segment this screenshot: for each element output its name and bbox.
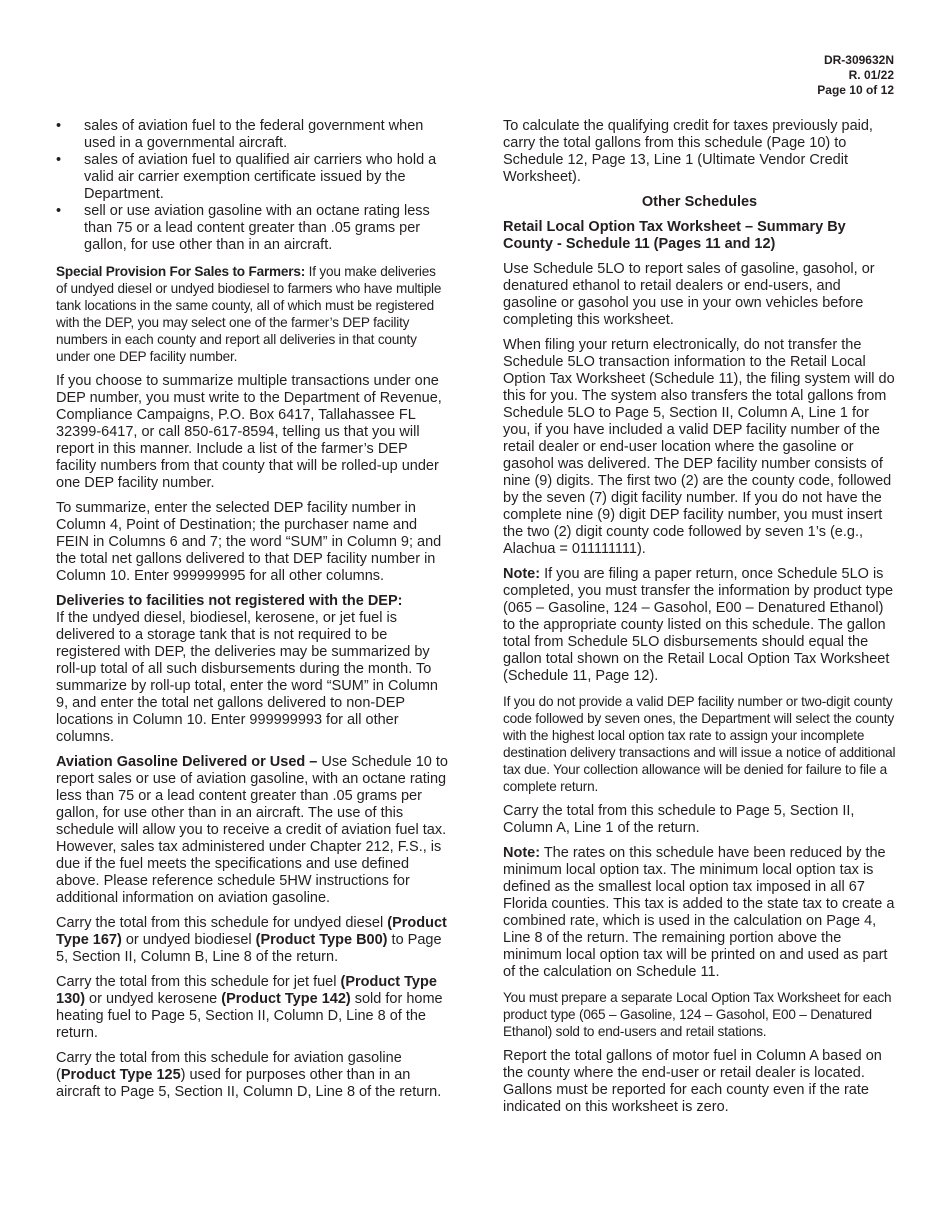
exemption-bullet-list: [56, 118, 448, 254]
schedule-11-heading: [503, 219, 896, 253]
minimum-tax-note: [503, 845, 896, 981]
product-type-b00: (Product Type B00): [255, 932, 388, 948]
list-item: • sales of aviation fuel to qualified air carriers who hold a valid air carrier exemption certificate issued by the Department.: [56, 152, 448, 203]
paper-return-note-body: If you are filing a paper return, once Schedule 5LO is completed, you must transfer the information by product type (065 – Gasoline, 124 – Gasohol, E00 – Denatured Ethanol) to the appropriate county listed on this schedule. The gallon total from Schedule 5LO disbursements should equal the gallon total shown on the Retail Local Option Tax Worksheet (Schedule 11, Page 12).: [503, 566, 894, 684]
carry-jet-text: or undyed kerosene: [85, 991, 222, 1007]
page-number: Page 10 of 12: [817, 83, 894, 97]
carry-total-paragraph: Carry the total from this schedule to Page 5, Section II, Column A, Line 1 of the return.: [503, 803, 855, 836]
aviation-gasoline-title: Aviation Gasoline Delivered or Used –: [56, 754, 318, 770]
left-column: [56, 118, 448, 1109]
form-header: [817, 53, 894, 98]
non-dep-deliveries-title: Deliveries to facilities not registered with the DEP:: [56, 593, 403, 609]
list-item: • sell or use aviation gasoline with an octane rating less than 75 or a lead content greater than .05 grams per gallon, for use other than in an aircraft.: [56, 203, 448, 254]
non-dep-deliveries-paragraph: [56, 593, 448, 746]
carry-diesel-paragraph: [56, 915, 448, 966]
product-type-130: (Product Type 130): [56, 974, 437, 1007]
carry-jet-text: sold for home heating fuel to Page 5, Section II, Column D, Line 8 of the return.: [56, 991, 443, 1041]
summarize-paragraph-1: If you choose to summarize multiple transactions under one DEP number, you must write to the Department of Revenue, Compliance Campaigns, P.O. Box 6417, Tallahassee FL 32399-6417, or call 850-617-8594, telling us that you will report in this manner. Include a list of the farmer’s DEP facility numbers from that county that will be rolled-up under one DEP facility number.: [56, 373, 442, 491]
note-label: Note:: [503, 845, 541, 861]
carry-diesel-text: Carry the total from this schedule for undyed diesel: [56, 915, 388, 931]
carry-jet-text: Carry the total from this schedule for jet fuel: [56, 974, 341, 990]
paper-return-note: [503, 566, 896, 685]
carry-jet-fuel-paragraph: [56, 974, 448, 1042]
minimum-tax-note-body: The rates on this schedule have been reduced by the minimum local option tax. The minimum local option tax is defined as the smallest local option tax imposed in all 67 Florida counties. This tax is added to the state tax to create a combined rate, which is used in the calculation on Page 4, Line 8 of the return. The remaining portion above the minimum local option tax will be printed on and used as part of the calculation on Schedule 11.: [503, 845, 895, 980]
schedule-11-title: Retail Local Option Tax Worksheet – Summary By County - Schedule 11 (Pages 11 and 12): [503, 219, 846, 252]
form-number: DR-309632N: [823, 53, 894, 67]
use-schedule-5lo-paragraph: Use Schedule 5LO to report sales of gasoline, gasohol, or denatured ethanol to retail dealers or end-users, and gasoline or gasohol you use in your own vehicles before completing this worksheet.: [503, 261, 875, 328]
aviation-gasoline-paragraph: [56, 754, 448, 907]
aviation-gasoline-body: Use Schedule 10 to report sales or use of aviation gasoline, with an octane rating less than 75 or a lead content greater than .05 grams per gallon, for use other than in an aircraft. The use of this schedule will allow you to receive a credit of aviation fuel tax. However, sales tax administered under Chapter 212, F.S., is due if the fuel meets the specifications and use defined above. Please reference schedule 5HW instructions for additional information on aviation gasoline.: [56, 754, 448, 906]
other-schedules-heading: [503, 194, 896, 211]
product-type-167: (Product Type 167): [56, 915, 447, 948]
report-gallons-paragraph: Report the total gallons of motor fuel in Column A based on the county where the end-user or retail dealer is located. Gallons must be reported for each county even if the rate indicated on this worksheet is zero.: [503, 1048, 882, 1115]
note-label: Note:: [503, 566, 541, 582]
product-type-142: (Product Type 142): [221, 991, 351, 1007]
form-revision: R. 01/22: [848, 68, 894, 82]
non-dep-deliveries-body: If the undyed diesel, biodiesel, kerosene, or jet fuel is delivered to a storage tank that is not required to be registered with DEP, the deliveries may be summarized by roll-up total of all such disbursements during the month. To summarize by roll-up total, enter the word “SUM” in Column 9, and enter the total net gallons delivered to non-DEP locations in Column 10. Enter 999999993 for all other columns.: [56, 610, 438, 745]
summarize-paragraph-2: To summarize, enter the selected DEP facility number in Column 4, Point of Destination; the purchaser name and FEIN in Columns 6 and 7; the word “SUM” in Column 9; and the total net gallons delivered to that DEP facility number in Column 10. Enter 999999995 for all other columns.: [56, 500, 442, 584]
carry-aviation-paragraph: [56, 1050, 448, 1101]
carry-diesel-text: to Page 5, Section II, Column B, Line 8 of the return.: [56, 932, 442, 965]
qualifying-credit-paragraph: To calculate the qualifying credit for taxes previously paid, carry the total gallons from this schedule (Page 10) to Schedule 12, Page 13, Line 1 (Ultimate Vendor Credit Worksheet).: [503, 118, 873, 185]
carry-aviation-text: Carry the total from this schedule for aviation gasoline (: [56, 1050, 402, 1083]
separate-worksheet-paragraph: You must prepare a separate Local Option Tax Worksheet for each product type (065 – Gasoline, 124 – Gasohol, E00 – Denatured Ethanol) sold to end-users and retail stations.: [503, 990, 892, 1039]
invalid-dep-paragraph: If you do not provide a valid DEP facility number or two-digit county code followed by seven ones, the Department will select the county with the highest local option tax rate to assign your incomplete destination delivery transactions and will issue a notice of additional tax due. Your collection allowance will be denied for failure to file a complete return.: [503, 694, 896, 794]
electronic-filing-paragraph: When filing your return electronically, do not transfer the Schedule 5LO transaction information to the Retail Local Option Tax Worksheet (Schedule 11), the filing system will do this for you. The system also transfers the total gallons from Schedule 5LO to Page 5, Section II, Column A, Line 1 for you, if you have included a valid DEP facility number of the retail dealer or end-user location where the gasoline or gasohol was delivered. The DEP facility number consists of nine (9) digits. The first two (2) are the county code, followed by the seven (7) digit facility number. If you do not have the complete nine (9) digit DEP facility number, you must insert the two (2) digit county code followed by seven 1’s (e.g., Alachua = 011111111).: [503, 337, 895, 557]
other-schedules-title: Other Schedules: [641, 194, 758, 210]
right-column: [503, 118, 896, 1124]
farmers-provision-paragraph: [56, 263, 448, 365]
farmers-provision-title: Special Provision For Sales to Farmers:: [56, 264, 306, 279]
product-type-125: Product Type 125: [60, 1067, 181, 1083]
carry-diesel-text: or undyed biodiesel: [121, 932, 256, 948]
carry-aviation-text: ) used for purposes other than in an aircraft to Page 5, Section II, Column D, Line 8 of the return.: [56, 1067, 442, 1100]
list-item: • sales of aviation fuel to the federal government when used in a governmental aircraft.: [56, 118, 448, 152]
farmers-provision-body: If you make deliveries of undyed diesel or undyed biodiesel to farmers who have multiple tank locations in the same county, all of which must be registered with the DEP, you may select one of the farmer’s DEP facility numbers in each county and report all deliveries in that county under one DEP facility number.: [56, 264, 442, 364]
